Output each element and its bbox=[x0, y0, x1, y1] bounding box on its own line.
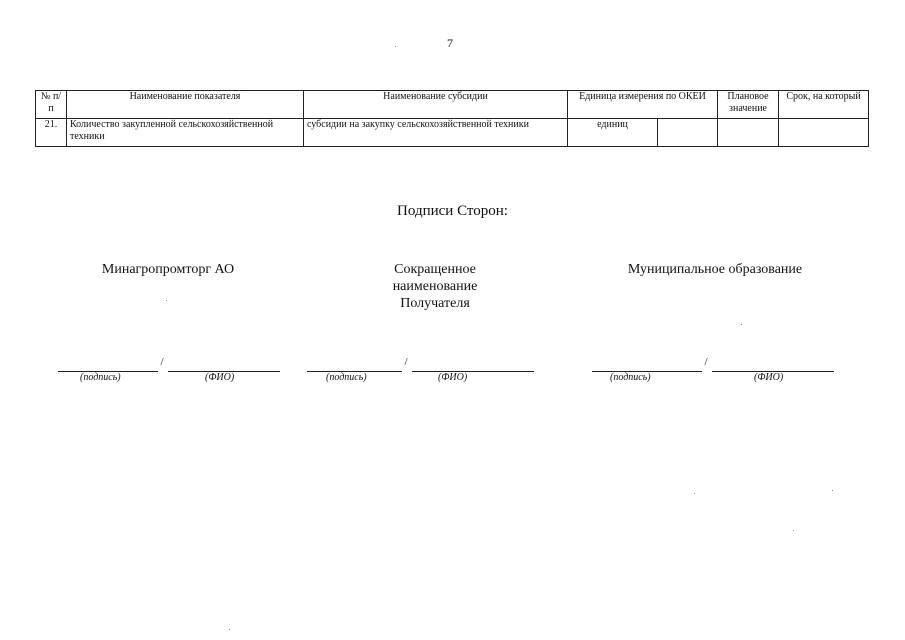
cell-indicator: Количество закупленной сельскохозяйственной техники bbox=[67, 119, 304, 147]
cell-number: 21. bbox=[36, 119, 67, 147]
signature-separator: / bbox=[704, 356, 708, 368]
party-recipient-name: Сокращенное наименование Получателя bbox=[392, 262, 478, 311]
signature-line[interactable] bbox=[58, 359, 158, 372]
signature-caption: (подпись) bbox=[610, 372, 651, 383]
signature-line[interactable] bbox=[307, 359, 402, 372]
signature-separator: / bbox=[404, 356, 408, 368]
cell-unit-code bbox=[658, 119, 718, 147]
full-name-line[interactable] bbox=[412, 359, 534, 372]
signature-separator: / bbox=[160, 356, 164, 368]
scan-speck bbox=[832, 490, 833, 491]
scan-speck bbox=[694, 493, 695, 494]
page-number: 7 bbox=[447, 36, 453, 50]
cell-plan-value bbox=[718, 119, 779, 147]
signature-caption: (подпись) bbox=[80, 372, 121, 383]
header-term: Срок, на который bbox=[779, 91, 869, 119]
header-subsidy: Наименование субсидии bbox=[304, 91, 568, 119]
header-number: № п/п bbox=[36, 91, 67, 119]
header-unit: Единица измерения по ОКЕИ bbox=[568, 91, 718, 119]
scan-speck bbox=[166, 300, 167, 301]
indicators-table bbox=[35, 90, 869, 147]
scan-speck bbox=[793, 530, 794, 531]
party-ministry-name: Минагропромторг АО bbox=[101, 262, 235, 277]
header-indicator: Наименование показателя bbox=[67, 91, 304, 119]
full-name-line[interactable] bbox=[168, 359, 280, 372]
scan-speck bbox=[395, 46, 396, 47]
party-municipality-name: Муниципальное образование bbox=[627, 262, 803, 277]
cell-subsidy: субсидии на закупку сельскохозяйственной техники bbox=[304, 119, 568, 147]
full-name-line[interactable] bbox=[712, 359, 834, 372]
header-plan-value: Плановое значение bbox=[718, 91, 779, 119]
scan-speck bbox=[741, 324, 742, 325]
cell-unit: единиц bbox=[568, 119, 658, 147]
signature-caption: (подпись) bbox=[326, 372, 367, 383]
full-name-caption: (ФИО) bbox=[438, 372, 468, 383]
scan-speck bbox=[229, 629, 230, 630]
table-row bbox=[36, 119, 869, 147]
cell-term bbox=[779, 119, 869, 147]
signature-line[interactable] bbox=[592, 359, 702, 372]
signatures-title: Подписи Сторон: bbox=[397, 203, 508, 219]
full-name-caption: (ФИО) bbox=[205, 372, 235, 383]
full-name-caption: (ФИО) bbox=[754, 372, 784, 383]
